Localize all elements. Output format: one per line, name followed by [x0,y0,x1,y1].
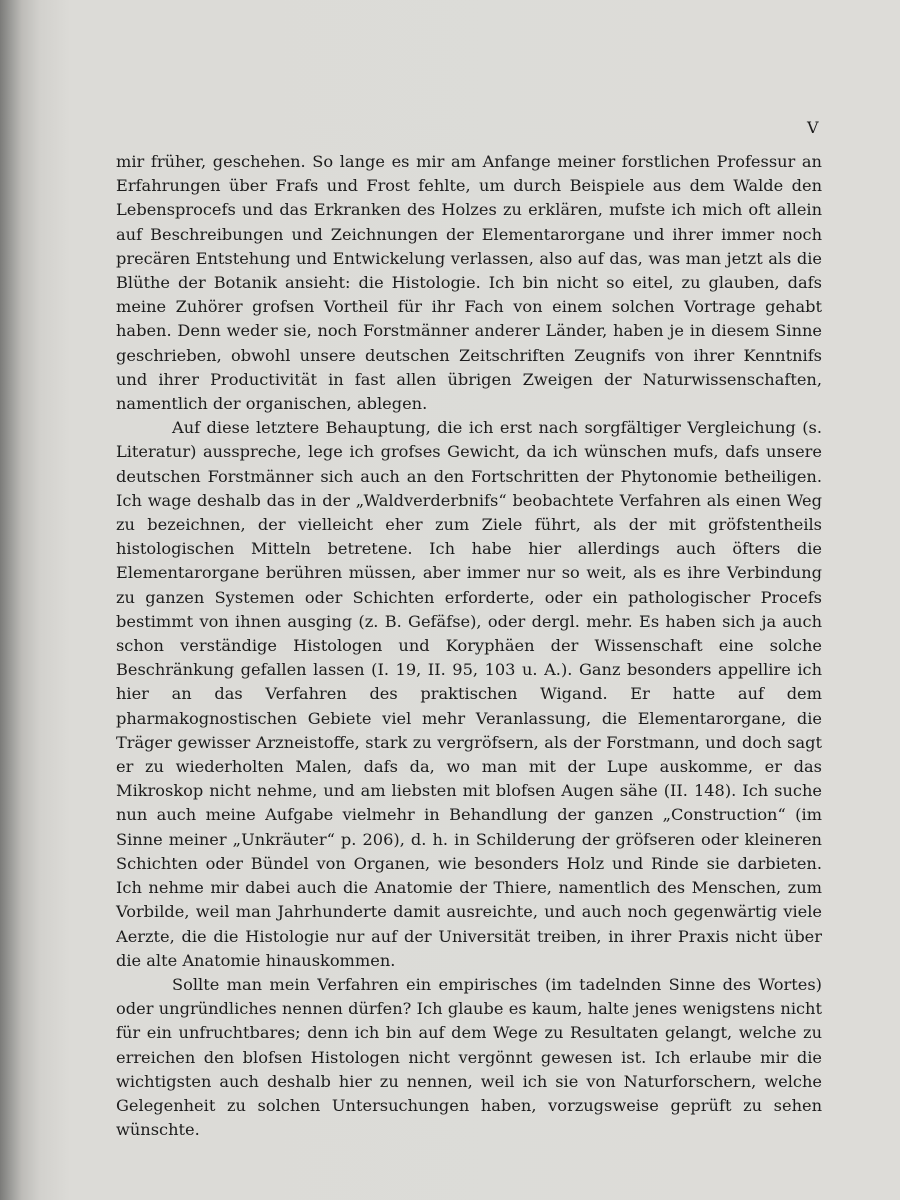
page-number: V [807,118,820,137]
paragraph-3: Sollte man mein Verfahren ein empirisches (im tadelnden Sinne des Wortes) oder ungründliches nennen dürfen? Ich glaube es kaum, halte jenes wenigstens nicht für ein unfruchtbares; denn ich bin auf dem Wege zu Resultaten gelangt, welche zu erreichen den blofsen Histologen nicht vergönnt gewesen ist. Ich erlaube mir die wichtigsten auch deshalb hier zu nennen, weil ich sie von Naturforschern, welche Gelegenheit zu solchen Untersuchungen haben, vorzugsweise geprüft zu sehen wünschte. [116,974,822,1140]
paragraph-2: Auf diese letztere Behauptung, die ich erst nach sorgfältiger Vergleichung (s. Literatur) ausspreche, lege ich grofses Gewicht, da ich wünschen mufs, dafs unsere deutschen Forstmänner sich auch an den Fortschritten der Phytonomie betheiligen. Ich wage deshalb das in der „Waldverderbnifs“ beobachtete Verfahren als einen Weg zu bezeichnen, der vielleicht eher zum Ziele führt, als der mit gröfstentheils histologischen Mitteln betretene. Ich habe hier allerdings auch öfters die Elementarorgane berühren müssen, aber immer nur so weit, als es ihre Verbindung zu ganzen Systemen oder Schichten erforderte, oder ein pathologischer Procefs bestimmt von ihnen ausging (z. B. Gefäfse), oder dergl. mehr. Es haben sich ja auch schon verständige Histologen und Koryphäen der Wissenschaft eine solche Beschränkung gefallen lassen (I. 19, II. 95, 103 u. A.). Ganz besonders appellire ich hier an das Verfahren des praktischen Wigand. Er hatte auf dem pharmakognostischen Gebiete viel mehr Veranlassung, die Elementarorgane, die Träger gewisser Arzneistoffe, stark zu vergröfsern, als der Forstmann, und doch sagt er zu wiederholten Malen, dafs da, wo man mit der Lupe auskomme, er das Mikroskop nicht nehme, und am liebsten mit blofsen Augen sähe (II. 148). Ich suche nun auch meine Aufgabe vielmehr in Behandlung der ganzen „Construction“ (im Sinne meiner „Unkräuter“ p. 206), d. h. in Schilderung der gröfseren oder kleineren Schichten oder Bündel von Organen, wie besonders Holz und Rinde sie darbieten. Ich nehme mir dabei auch die Anatomie der Thiere, namentlich des Menschen, zum Vorbilde, weil man Jahrhunderte damit ausreichte, und auch noch gegenwärtig viele Aerzte, die die Histologie nur auf der Universität treiben, in ihrer Praxis nicht über die alte Anatomie hinauskommen. [116,418,822,970]
body-text [116,150,822,1142]
paragraph-1: mir früher, geschehen. So lange es mir am Anfange meiner forstlichen Professur an Erfahrungen über Frafs und Frost fehlte, um durch Beispiele aus dem Walde den Lebensprocefs und das Erkranken des Holzes zu erklären, mufste ich mich oft allein auf Beschreibungen und Zeichnungen der Elementarorgane und ihrer immer noch precären Entstehung und Entwickelung verlassen, also auf das, was man jetzt als die Blüthe der Botanik ansieht: die Histologie. Ich bin nicht so eitel, zu glauben, dafs meine Zuhörer grofsen Vortheil für ihr Fach von einem solchen Vortrage gehabt haben. Denn weder sie, noch Forstmänner anderer Länder, haben je in diesem Sinne geschrieben, obwohl unsere deutschen Zeitschriften Zeugnifs von ihrer Kenntnifs und ihrer Productivität in fast allen übrigen Zweigen der Naturwissenschaften, namentlich der organischen, ablegen. [116,152,822,414]
